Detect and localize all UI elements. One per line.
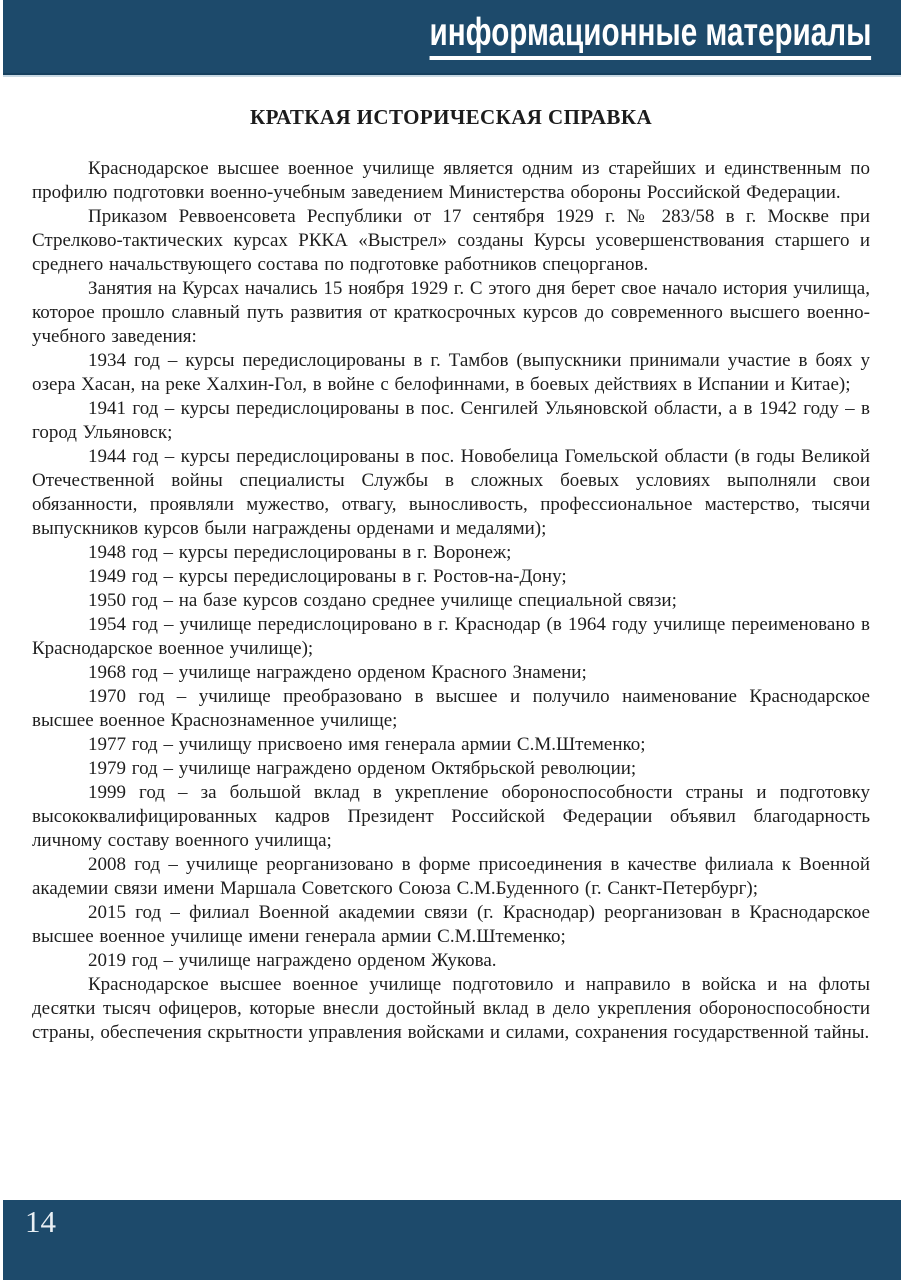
paragraph: Приказом Реввоенсовета Республики от 17 сентября 1929 г. № 283/58 в г. Москве при Стрелково-тактических курсах РККА «Выстрел» созданы Курсы усовершенствования старшего и среднего начальствующего состава по подготовке работников спецорганов. <box>32 206 870 275</box>
page-number: 14 <box>25 1204 56 1239</box>
paragraph: 1949 год – курсы передислоцированы в г. Ростов-на-Дону; <box>88 566 567 587</box>
paragraph: 1941 год – курсы передислоцированы в пос. Сенгилей Ульяновской области, а в 1942 году – в город Ульяновск; <box>32 398 870 443</box>
paragraph: 2015 год – филиал Военной академии связи (г. Краснодар) реорганизован в Краснодарское высшее военное училище имени генерала армии С.М.Штеменко; <box>32 902 870 947</box>
paragraph: Краснодарское высшее военное училище является одним из старейших и единственным по профилю подготовки военно-учебным заведением Министерства обороны Российской Федерации. <box>32 158 870 203</box>
paragraph: 1999 год – за большой вклад в укрепление обороноспособности страны и подготовку высококвалифицированных кадров Президент Российской Федерации объявил благодарность личному составу военного училища; <box>32 782 870 851</box>
page-title: КРАТКАЯ ИСТОРИЧЕСКАЯ СПРАВКА <box>249 105 653 129</box>
banner-title: информационные материалы <box>429 13 871 60</box>
paragraph: 1968 год – училище награждено орденом Красного Знамени; <box>88 662 587 683</box>
paragraph: 2019 год – училище награждено орденом Жукова. <box>88 950 497 971</box>
paragraph: 1944 год – курсы передислоцированы в пос. Новобелица Гомельской области (в годы Великой Отечественной войны специалисты Службы в сложных боевых условиях выполняли свои обязанности, проявляли мужество, отвагу, выносливость, профессиональное мастерство, тысячи выпускников курсов были награждены орденами и медалями); <box>32 446 870 539</box>
document-body <box>32 75 870 1200</box>
header-banner <box>3 0 901 75</box>
paragraph: 1954 год – училище передислоцировано в г. Краснодар (в 1964 году училище переименовано в Краснодарское военное училище); <box>32 614 870 659</box>
paragraph: 1979 год – училище награждено орденом Октябрьской революции; <box>88 758 637 779</box>
paragraph: 1970 год – училище преобразовано в высшее и получило наименование Краснодарское высшее военное Краснознаменное училище; <box>32 686 870 731</box>
paragraph: Занятия на Курсах начались 15 ноября 1929 г. С этого дня берет свое начало история училища, которое прошло славный путь развития от краткосрочных курсов до современного высшего военно-учебного заведения: <box>32 278 870 347</box>
footer-banner <box>3 1200 901 1280</box>
paragraph: 1950 год – на базе курсов создано среднее училище специальной связи; <box>88 590 677 611</box>
paragraph-list <box>32 157 870 1045</box>
paragraph: 1948 год – курсы передислоцированы в г. Воронеж; <box>88 542 512 563</box>
paragraph: 1934 год – курсы передислоцированы в г. Тамбов (выпускники принимали участие в боях у озера Хасан, на реке Халхин-Гол, в войне с белофиннами, в боевых действиях в Испании и Китае); <box>32 350 870 395</box>
paragraph: 1977 год – училищу присвоено имя генерала армии С.М.Штеменко; <box>88 734 646 755</box>
paragraph: 2008 год – училище реорганизовано в форме присоединения в качестве филиала к Военной академии связи имени Маршала Советского Союза С.М.Буденного (г. Санкт-Петербург); <box>32 854 870 899</box>
paragraph: Краснодарское высшее военное училище подготовило и направило в войска и на флоты десятки тысяч офицеров, которые внесли достойный вклад в дело укрепления обороноспособности страны, обеспечения скрытности управления войсками и силами, сохранения государственной тайны. <box>32 974 870 1043</box>
